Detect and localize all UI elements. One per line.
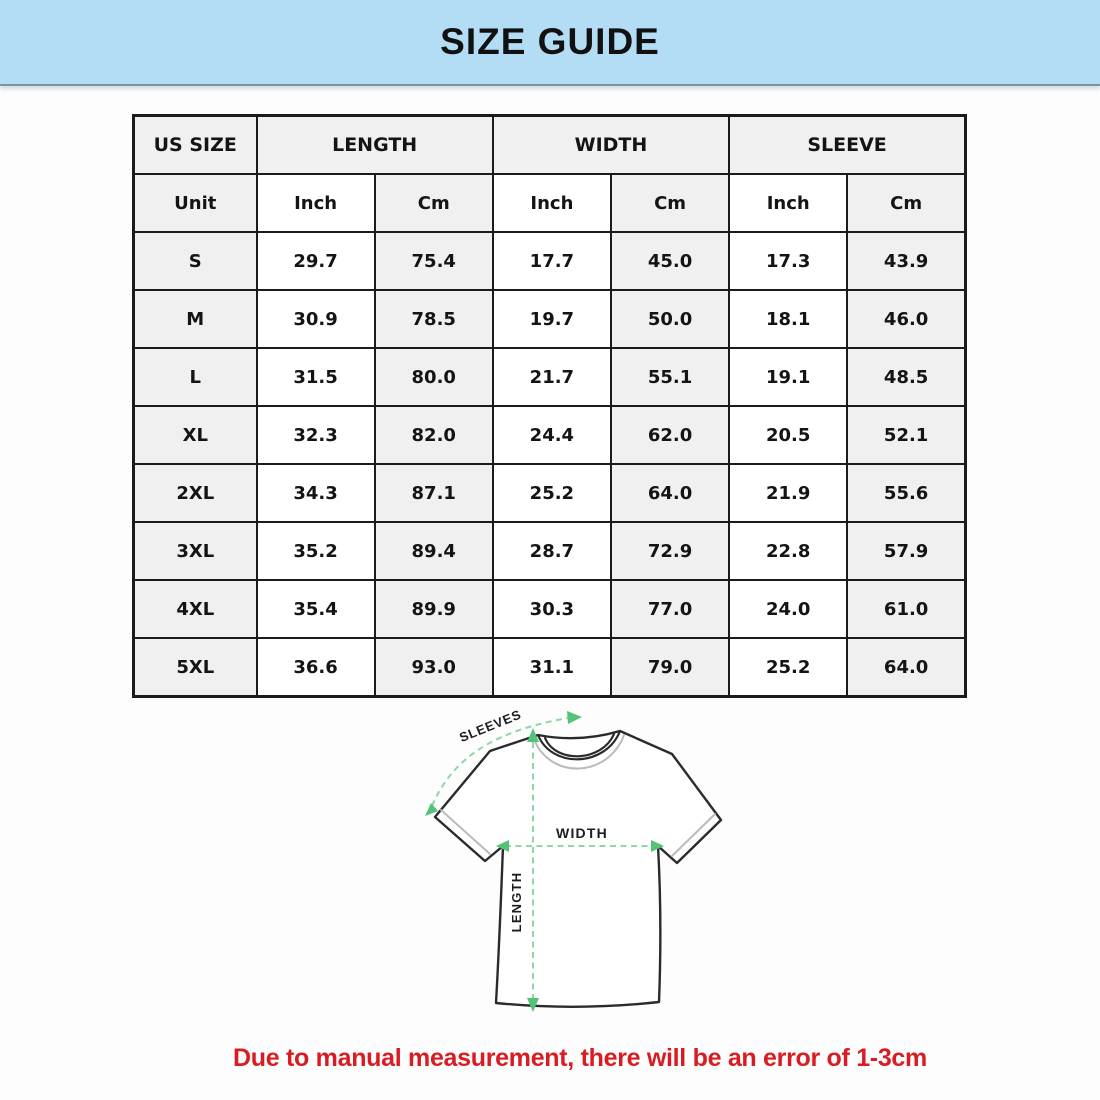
measurement-cell: 21.7	[493, 348, 611, 406]
measurement-cell: 36.6	[257, 638, 375, 697]
measurement-cell: 24.0	[729, 580, 847, 638]
measurement-cell: 64.0	[611, 464, 729, 522]
col-header-sleeve: SLEEVE	[729, 116, 965, 175]
measurement-cell: 17.3	[729, 232, 847, 290]
measurement-cell: 45.0	[611, 232, 729, 290]
measurement-cell: 57.9	[847, 522, 965, 580]
header-banner	[0, 0, 1100, 86]
measurement-cell: 29.7	[257, 232, 375, 290]
measurement-cell: 35.4	[257, 580, 375, 638]
group-header-row	[134, 116, 966, 175]
sleeve-arrowhead-right	[567, 711, 582, 724]
measurement-cell: 93.0	[375, 638, 493, 697]
measurement-cell: 89.9	[375, 580, 493, 638]
measurement-cell: 18.1	[729, 290, 847, 348]
measurement-cell: 43.9	[847, 232, 965, 290]
measurement-cell: 17.7	[493, 232, 611, 290]
measurement-cell: 30.9	[257, 290, 375, 348]
table-row	[134, 522, 966, 580]
measurement-cell: 75.4	[375, 232, 493, 290]
measurement-cell: 55.1	[611, 348, 729, 406]
col-header-us-size: US SIZE	[134, 116, 257, 175]
measurement-cell: 87.1	[375, 464, 493, 522]
measurement-cell: 35.2	[257, 522, 375, 580]
measurement-cell: 64.0	[847, 638, 965, 697]
measurement-cell: 25.2	[729, 638, 847, 697]
measurement-cell: 48.5	[847, 348, 965, 406]
measurement-cell: 77.0	[611, 580, 729, 638]
measurement-cell: 34.3	[257, 464, 375, 522]
unit-header-cell: Cm	[847, 174, 965, 232]
size-table-body	[134, 232, 966, 697]
unit-header-cell: Inch	[493, 174, 611, 232]
measurement-cell: 79.0	[611, 638, 729, 697]
measurement-cell: 31.1	[493, 638, 611, 697]
table-row	[134, 638, 966, 697]
measurement-cell: 61.0	[847, 580, 965, 638]
measurement-cell: 52.1	[847, 406, 965, 464]
measurement-cell: 30.3	[493, 580, 611, 638]
measurement-cell: 46.0	[847, 290, 965, 348]
width-label: WIDTH	[556, 825, 608, 841]
measurement-cell: 80.0	[375, 348, 493, 406]
size-cell: 3XL	[134, 522, 257, 580]
tshirt-diagram	[410, 690, 780, 1040]
col-header-length: LENGTH	[257, 116, 493, 175]
measurement-cell: 19.1	[729, 348, 847, 406]
measurement-cell: 72.9	[611, 522, 729, 580]
size-cell: 4XL	[134, 580, 257, 638]
measurement-cell: 62.0	[611, 406, 729, 464]
measurement-cell: 24.4	[493, 406, 611, 464]
measurement-cell: 22.8	[729, 522, 847, 580]
size-cell: XL	[134, 406, 257, 464]
page-title: SIZE GUIDE	[440, 21, 660, 62]
length-label: LENGTH	[509, 871, 524, 933]
table-row	[134, 406, 966, 464]
measurement-cell: 55.6	[847, 464, 965, 522]
unit-header-row	[134, 174, 966, 232]
table-row	[134, 348, 966, 406]
measurement-cell: 28.7	[493, 522, 611, 580]
unit-header-cell: Inch	[729, 174, 847, 232]
measurement-cell: 82.0	[375, 406, 493, 464]
size-cell: 2XL	[134, 464, 257, 522]
size-cell: S	[134, 232, 257, 290]
disclaimer-text: Due to manual measurement, there will be an error of 1-3cm	[233, 1044, 927, 1072]
unit-header-cell: Unit	[134, 174, 257, 232]
size-cell: L	[134, 348, 257, 406]
measurement-cell: 32.3	[257, 406, 375, 464]
tshirt-outline-shape	[435, 731, 721, 1007]
measurement-cell: 25.2	[493, 464, 611, 522]
table-row	[134, 232, 966, 290]
measurement-cell: 50.0	[611, 290, 729, 348]
measurement-cell: 31.5	[257, 348, 375, 406]
table-row	[134, 464, 966, 522]
sleeves-label: SLEEVES	[457, 706, 524, 746]
unit-header-cell: Inch	[257, 174, 375, 232]
measurement-cell: 78.5	[375, 290, 493, 348]
measurement-cell: 21.9	[729, 464, 847, 522]
size-cell: 5XL	[134, 638, 257, 697]
size-cell: M	[134, 290, 257, 348]
measurement-cell: 20.5	[729, 406, 847, 464]
measurement-cell: 19.7	[493, 290, 611, 348]
measurement-cell: 89.4	[375, 522, 493, 580]
unit-header-cell: Cm	[611, 174, 729, 232]
table-row	[134, 290, 966, 348]
table-row	[134, 580, 966, 638]
unit-header-cell: Cm	[375, 174, 493, 232]
col-header-width: WIDTH	[493, 116, 729, 175]
size-chart-table	[132, 114, 967, 698]
